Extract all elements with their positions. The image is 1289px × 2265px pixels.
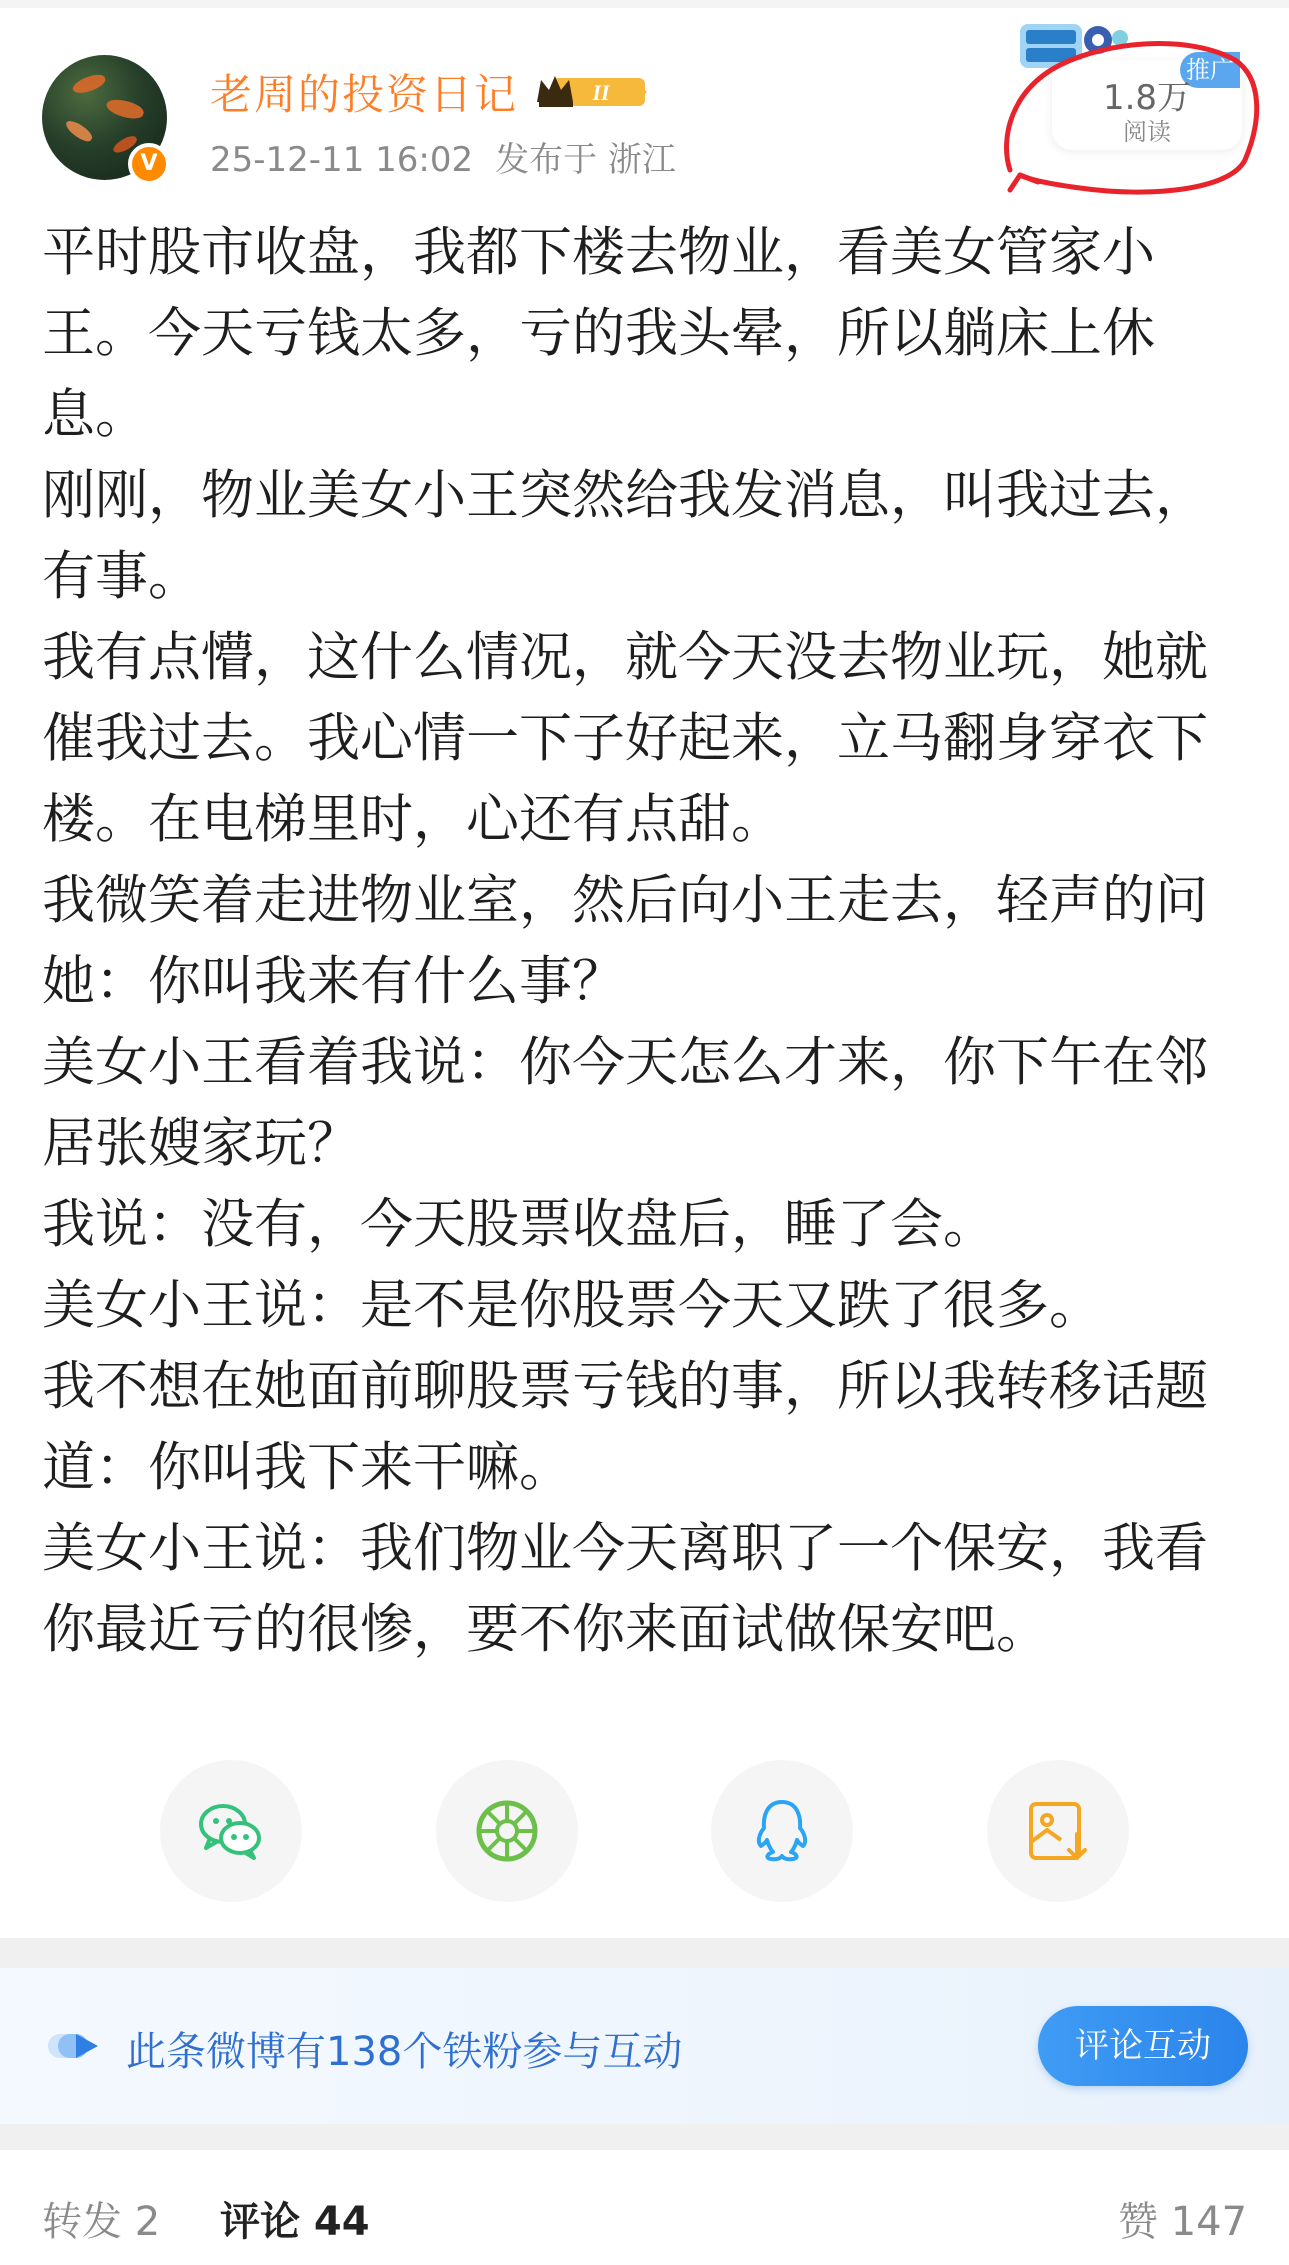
location: 发布于 浙江 bbox=[495, 140, 676, 180]
fan-interaction-icon bbox=[46, 2028, 102, 2064]
share-wechat-button[interactable] bbox=[160, 1760, 302, 1902]
top-divider bbox=[0, 0, 1289, 8]
red-circle-annotation bbox=[990, 20, 1270, 220]
share-qq-button[interactable] bbox=[711, 1760, 853, 1902]
paragraph: 刚刚，物业美女小王突然给我发消息，叫我过去，有事。 bbox=[42, 465, 1208, 607]
crown-level-badge-icon bbox=[535, 72, 650, 112]
paragraph: 我说：没有，今天股票收盘后，睡了会。 bbox=[42, 1194, 996, 1255]
paragraph: 我有点懵，这什么情况，就今天没去物业玩，她就催我过去。我心情一下子好起来，立马翻身穿衣下楼。在电梯里时，心还有点甜。 bbox=[42, 627, 1208, 850]
read-count: 1.8万 bbox=[1102, 78, 1192, 118]
section-divider bbox=[0, 2124, 1289, 2150]
wechat-icon bbox=[196, 1796, 266, 1866]
moments-icon bbox=[472, 1796, 542, 1866]
timestamp: 25-12-11 16:02 bbox=[210, 140, 474, 180]
tab-repost[interactable]: 转发 2 bbox=[42, 2199, 161, 2245]
post-meta bbox=[210, 132, 676, 181]
tab-like[interactable]: 赞 147 bbox=[1118, 2199, 1248, 2245]
paragraph: 美女小王说：是不是你股票今天又跌了很多。 bbox=[42, 1275, 1102, 1336]
paragraph: 平时股市收盘，我都下楼去物业，看美女管家小王。今天亏钱太多，亏的我头晕，所以躺床上休息。 bbox=[42, 222, 1155, 445]
tab-comment[interactable]: 评论 44 bbox=[220, 2199, 370, 2245]
promotion-tag: 推广 bbox=[1180, 52, 1240, 88]
fan-interaction-text: 此条微博有138个铁粉参与互动 bbox=[126, 2029, 683, 2075]
qq-icon bbox=[747, 1796, 817, 1866]
username[interactable]: 老周的投资日记 bbox=[210, 70, 519, 119]
paragraph: 我微笑着走进物业室，然后向小王走去，轻声的问她：你叫我来有什么事？ bbox=[42, 870, 1208, 1012]
paragraph: 美女小王看着我说：你今天怎么才来，你下午在邻居张嫂家玩？ bbox=[42, 1032, 1208, 1174]
post-content bbox=[42, 212, 1252, 1670]
verified-badge-icon: V bbox=[128, 143, 170, 185]
level-badge-text: II bbox=[592, 80, 610, 105]
save-image-button[interactable] bbox=[987, 1760, 1129, 1902]
comment-interact-button[interactable]: 评论互动 bbox=[1038, 2006, 1248, 2086]
share-moments-button[interactable] bbox=[436, 1760, 578, 1902]
section-divider bbox=[0, 1938, 1289, 1968]
save-image-icon bbox=[1023, 1796, 1093, 1866]
paragraph: 我不想在她面前聊股票亏钱的事，所以我转移话题道：你叫我下来干嘛。 bbox=[42, 1356, 1208, 1498]
read-label: 阅读 bbox=[1123, 118, 1171, 146]
paragraph: 美女小王说：我们物业今天离职了一个保安，我看你最近亏的很惨，要不你来面试做保安吧。 bbox=[42, 1518, 1208, 1660]
